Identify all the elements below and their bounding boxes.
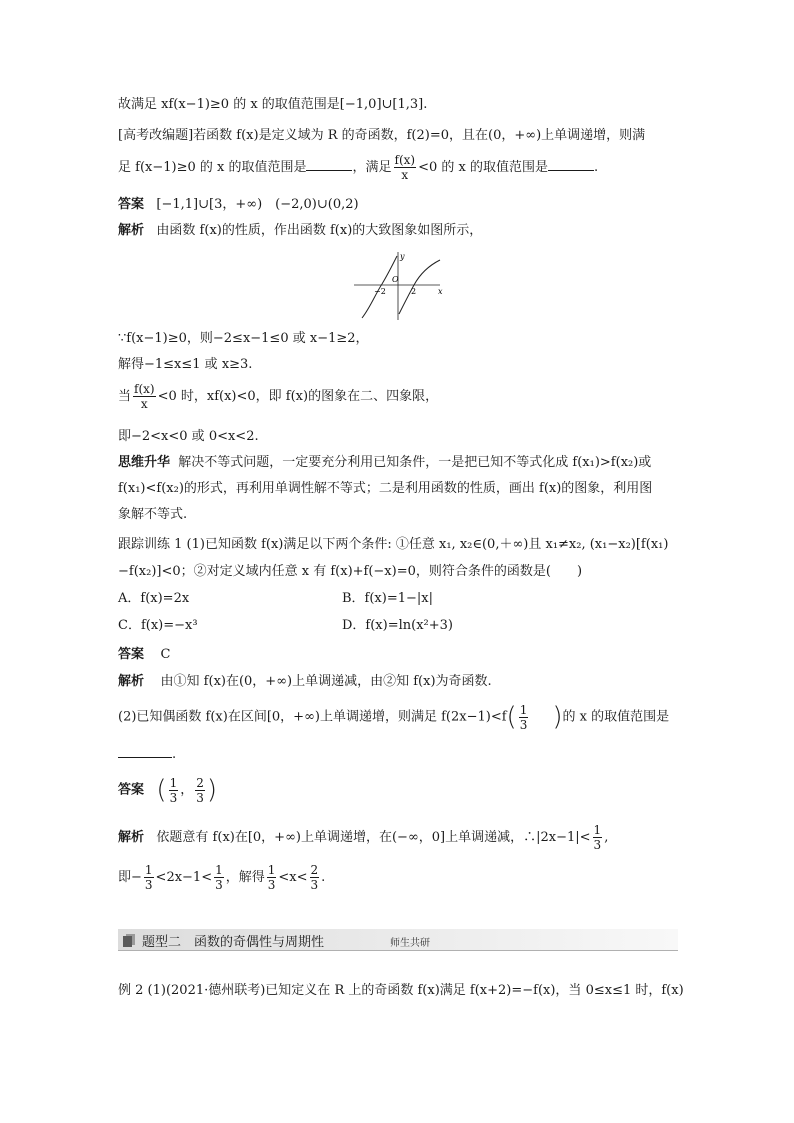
denominator: x (140, 397, 148, 411)
option-c: C．f(x)=−x³ (118, 618, 198, 633)
option-d: D．f(x)=ln(x²+3) (342, 618, 453, 633)
section-title: 题型二 函数的奇偶性与周期性 (142, 935, 325, 950)
denominator: 3 (267, 878, 276, 892)
text-fragment: 即− (118, 870, 142, 885)
curve-right (399, 260, 440, 314)
text-fragment: . (321, 870, 326, 885)
text-fragment: , (604, 830, 609, 845)
analysis-line (118, 822, 608, 854)
text-line: 故满足 xf(x−1)≥0 的 x 的取值范围是[−1,0]∪[1,3]. (118, 97, 428, 112)
numerator: 2 (196, 775, 204, 790)
exercise-statement: 跟踪训练 1 (1)已知函数 f(x)满足以下两个条件: ①任意 x₁, x₂∈(0,＋∞)且 x₁≠x₂, (x₁−x₂)[f(x₁) (118, 537, 669, 552)
denominator: 3 (169, 790, 178, 805)
answer-line (118, 196, 359, 214)
denominator: 3 (593, 838, 602, 852)
fraction (144, 863, 154, 892)
summary-text: 解决不等式问题，一定要充分利用已知条件，一是把已知不等式化成 f(x₁)>f(x₂)或 (178, 455, 652, 470)
analysis-label: 解析 (118, 830, 145, 845)
origin-label: O (392, 275, 399, 284)
text-line: ∵f(x−1)≥0，则−2≤x−1≤0 或 x−1≥2， (118, 331, 369, 346)
denominator: 3 (215, 878, 223, 892)
pos-tick-label: 2 (411, 287, 417, 296)
exercise-statement: −f(x₂)]<0；②对定义域内任意 x 有 f(x)+f(−x)=0，则符合条件的函数是( ) (118, 564, 583, 579)
section-marker-icon (122, 933, 136, 947)
answer-line (118, 646, 171, 664)
section-tag: 师生共研 (390, 938, 430, 949)
text-fragment: (2)已知偶函数 f(x)在区间[0，+∞)上单调递增，则满足 f(2x−1)<f (118, 709, 507, 725)
numerator: 1 (593, 823, 602, 837)
option-b: B．f(x)=1−|x| (342, 591, 433, 606)
answer-label: 答案 (118, 782, 145, 798)
answer-label: 答案 (118, 197, 145, 212)
left-paren: ( (506, 702, 517, 732)
fraction (310, 863, 320, 892)
numerator: f(x) (394, 153, 416, 167)
problem-statement: [高考改编题]若函数 f(x)是定义域为 R 的奇函数，f(2)=0，且在(0，+∞)上单调递增，则满 (118, 128, 646, 143)
numerator: 1 (519, 702, 528, 717)
text-fragment: <x< (278, 870, 308, 885)
denominator: 3 (519, 717, 528, 732)
fraction (519, 703, 529, 732)
example-statement: 例 2 (1)(2021·德州联考)已知定义在 R 上的奇函数 f(x)满足 f(x+2)=−f(x)，当 0≤x≤1 时，f(x) (118, 983, 684, 998)
analysis-text: 由函数 f(x)的性质，作出函数 f(x)的大致图象如图所示， (156, 223, 483, 238)
text-fragment: . (172, 747, 177, 762)
answer-label: 答案 (118, 647, 145, 662)
text-fragment: . (593, 160, 599, 175)
summary-line: 象解不等式. (118, 507, 188, 522)
fraction (195, 776, 205, 805)
summary-line (118, 454, 651, 472)
numerator: 1 (144, 863, 153, 877)
text-fragment: 的 x 的取值范围是 (562, 709, 670, 725)
banner-underline (118, 950, 678, 951)
denominator: x (401, 168, 409, 182)
fraction (593, 823, 603, 852)
analysis-label: 解析 (118, 674, 145, 689)
right-paren: ) (552, 702, 563, 732)
fraction (169, 776, 179, 805)
y-label: y (400, 252, 405, 261)
answer-blank-line (118, 745, 176, 764)
numerator: 2 (310, 863, 319, 877)
text-line: 即−2<x<0 或 0<x<2. (118, 429, 259, 444)
analysis-line (118, 222, 482, 240)
option-a: A．f(x)=2x (118, 591, 190, 606)
text-fragment: 足 f(x−1)≥0 的 x 的取值范围是 (118, 160, 307, 175)
numerator: 1 (215, 863, 223, 877)
denominator: 3 (144, 878, 153, 892)
summary-line: f(x₁)<f(x₂)的形式，再利用单调性解不等式；二是利用函数的性质，画出 f(x)的图象，利用图 (118, 481, 653, 496)
analysis-text: 由①知 f(x)在(0，+∞)上单调递减，由②知 f(x)为奇函数. (160, 674, 492, 689)
answer-blank[interactable] (548, 158, 594, 171)
neg-tick-label: −2 (374, 287, 386, 296)
text-line (118, 382, 438, 412)
answer-line (118, 772, 217, 809)
left-paren: ( (156, 775, 167, 805)
fraction (133, 382, 156, 411)
answer-blank[interactable] (306, 158, 352, 171)
denominator: 3 (310, 878, 319, 892)
x-label: x (438, 287, 443, 296)
fraction (394, 153, 417, 182)
answer-value: C (160, 647, 171, 662)
exercise-statement (118, 700, 669, 735)
numerator: 1 (267, 863, 276, 877)
answer-blank[interactable] (118, 745, 172, 758)
text-fragment: <0 时，xf(x)<0，即 f(x)的图象在二、四象限， (157, 389, 439, 404)
text-fragment: ， (180, 782, 194, 798)
fraction (267, 863, 277, 892)
numerator: f(x) (134, 382, 155, 396)
denominator: 3 (196, 790, 204, 805)
text-fragment: <2x−1< (155, 870, 213, 885)
text-fragment: 当 (118, 389, 132, 404)
summary-label: 思维升华 (118, 455, 171, 470)
section-banner (118, 929, 678, 951)
text-fragment: <0 的 x 的取值范围是 (418, 160, 548, 175)
right-paren: ) (206, 775, 218, 805)
fraction (214, 863, 224, 892)
problem-statement-cont (118, 153, 598, 183)
answer-value: [−1,1]∪[3，+∞) (−2,0)∪(0,2) (156, 197, 359, 212)
text-fragment: ，满足 (352, 160, 392, 175)
text-line (118, 862, 325, 894)
analysis-text: 依题意有 f(x)在[0，+∞)上单调递增，在(−∞，0]上单调递减，∴|2x−1|< (156, 830, 591, 845)
text-line: 解得−1≤x≤1 或 x≥3. (118, 357, 253, 372)
analysis-label: 解析 (118, 223, 145, 238)
function-graph (352, 248, 444, 322)
analysis-line (118, 673, 492, 691)
text-fragment: ，解得 (225, 870, 265, 885)
numerator: 1 (169, 775, 178, 790)
